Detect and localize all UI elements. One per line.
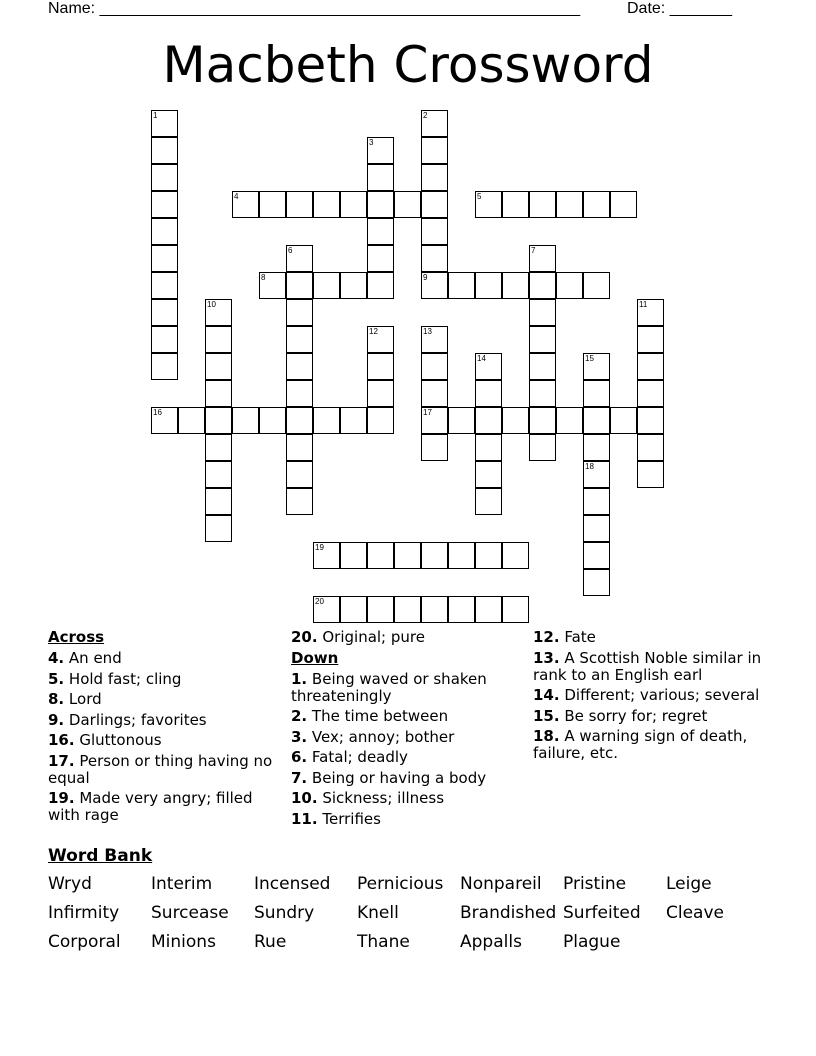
crossword-cell[interactable] — [313, 407, 340, 434]
word-bank-item: Nonpareil — [460, 874, 542, 894]
clue-across-8 — [48, 691, 278, 708]
clue-number-label: 13 — [423, 327, 432, 336]
clue-number: 15. — [533, 706, 560, 725]
clue-number-label: 14 — [477, 354, 486, 363]
clue-text: Made very angry; filled with rage — [48, 789, 253, 824]
crossword-cell[interactable] — [529, 380, 556, 407]
crossword-cell[interactable] — [286, 380, 313, 407]
crossword-cell[interactable] — [421, 218, 448, 245]
clue-text: Lord — [68, 690, 102, 708]
clue-across-4 — [48, 650, 278, 667]
clue-number: 14. — [533, 686, 560, 704]
word-bank-item: Plague — [563, 932, 621, 952]
clue-down-11 — [291, 811, 516, 828]
crossword-cell[interactable] — [583, 407, 610, 434]
clue-number: 6. — [291, 748, 308, 766]
crossword-cell[interactable] — [421, 191, 448, 218]
crossword-cell[interactable] — [421, 272, 448, 299]
crossword-cell[interactable] — [151, 272, 178, 299]
crossword-cell[interactable] — [178, 407, 205, 434]
clue-text: Being or having a body — [311, 768, 487, 787]
crossword-cell[interactable] — [583, 542, 610, 569]
crossword-cell[interactable] — [151, 353, 178, 380]
crossword-cell[interactable] — [421, 596, 448, 623]
clue-number-label: 9 — [423, 273, 428, 282]
clue-number-label: 3 — [369, 138, 374, 147]
crossword-cell[interactable] — [313, 542, 340, 569]
crossword-cell[interactable] — [583, 461, 610, 488]
clue-text: Gluttonous — [79, 731, 162, 749]
crossword-cell[interactable] — [637, 461, 664, 488]
clue-number: 10. — [291, 789, 318, 807]
crossword-cell[interactable] — [340, 407, 367, 434]
crossword-cell[interactable] — [394, 596, 421, 623]
crossword-cell[interactable] — [151, 299, 178, 326]
clue-number-label: 19 — [315, 543, 324, 552]
clue-number-label: 15 — [585, 354, 594, 363]
crossword-cell[interactable] — [475, 596, 502, 623]
crossword-cell[interactable] — [151, 191, 178, 218]
crossword-cell[interactable] — [475, 461, 502, 488]
clue-down-6 — [291, 749, 516, 766]
clue-down-2 — [291, 708, 516, 725]
crossword-cell[interactable] — [637, 353, 664, 380]
clue-text: Vex; annoy; bother — [311, 727, 455, 746]
across-heading: Across — [48, 628, 105, 646]
word-bank-item: Brandished — [460, 903, 557, 923]
crossword-cell[interactable] — [529, 191, 556, 218]
crossword-cell[interactable] — [421, 542, 448, 569]
crossword-cell[interactable] — [421, 434, 448, 461]
crossword-cell[interactable] — [583, 488, 610, 515]
word-bank-item: Thane — [357, 932, 410, 952]
crossword-cell[interactable] — [367, 353, 394, 380]
crossword-cell[interactable] — [367, 191, 394, 218]
clue-text: Fate — [564, 628, 596, 646]
word-bank-item: Wryd — [48, 874, 92, 894]
crossword-cell[interactable] — [421, 353, 448, 380]
crossword-cell[interactable] — [529, 434, 556, 461]
crossword-cell[interactable] — [421, 245, 448, 272]
clue-text: Original; pure — [322, 628, 425, 646]
clue-text: Being waved or shaken threateningly — [291, 669, 487, 705]
crossword-cell[interactable] — [259, 191, 286, 218]
crossword-cell[interactable] — [583, 380, 610, 407]
word-bank-item: Appalls — [460, 932, 522, 952]
crossword-cell[interactable] — [475, 191, 502, 218]
clue-text: A warning sign of death, failure, etc. — [533, 727, 748, 762]
clue-across-17 — [48, 753, 278, 787]
crossword-cell[interactable] — [367, 218, 394, 245]
crossword-cell[interactable] — [205, 434, 232, 461]
crossword-cell[interactable] — [475, 272, 502, 299]
crossword-cell[interactable] — [367, 164, 394, 191]
crossword-cell[interactable] — [340, 542, 367, 569]
clue-text: Person or thing having no equal — [48, 751, 273, 787]
clue-number: 17. — [48, 751, 75, 770]
crossword-cell[interactable] — [286, 353, 313, 380]
clue-number: 13. — [533, 648, 560, 667]
crossword-cell[interactable] — [205, 353, 232, 380]
crossword-cell[interactable] — [340, 596, 367, 623]
clue-number-label: 4 — [234, 192, 239, 201]
clues-column-1 — [48, 629, 278, 828]
crossword-cell[interactable] — [421, 380, 448, 407]
crossword-cell[interactable] — [286, 434, 313, 461]
word-bank-item: Knell — [357, 903, 399, 923]
clue-text: Terrifies — [322, 809, 381, 828]
crossword-cell[interactable] — [637, 380, 664, 407]
crossword-cell[interactable] — [448, 407, 475, 434]
crossword-cell[interactable] — [421, 137, 448, 164]
clue-number: 7. — [291, 768, 308, 787]
crossword-cell[interactable] — [556, 407, 583, 434]
clue-text: Fatal; deadly — [311, 748, 408, 766]
clue-text: Darlings; favorites — [68, 710, 207, 729]
clue-down-1 — [291, 671, 516, 705]
word-bank-item: Pernicious — [357, 874, 444, 894]
crossword-cell[interactable] — [502, 272, 529, 299]
clue-down-15 — [533, 708, 773, 725]
clue-down-13 — [533, 650, 773, 684]
crossword-cell[interactable] — [151, 407, 178, 434]
crossword-cell[interactable] — [637, 326, 664, 353]
crossword-cell[interactable] — [502, 191, 529, 218]
crossword-cell[interactable] — [583, 272, 610, 299]
crossword-cell[interactable] — [556, 191, 583, 218]
crossword-cell[interactable] — [151, 245, 178, 272]
crossword-cell[interactable] — [610, 407, 637, 434]
word-bank-item: Surfeited — [563, 903, 641, 923]
crossword-cell[interactable] — [475, 353, 502, 380]
crossword-cell[interactable] — [367, 407, 394, 434]
word-bank-title: Word Bank — [48, 846, 153, 866]
crossword-cell[interactable] — [448, 596, 475, 623]
crossword-cell[interactable] — [583, 353, 610, 380]
page-title: Macbeth Crossword — [162, 36, 654, 94]
crossword-cell[interactable] — [286, 461, 313, 488]
clue-down-10 — [291, 790, 516, 807]
clue-number-label: 17 — [423, 408, 432, 417]
clue-number: 1. — [291, 669, 308, 688]
clue-text: A Scottish Noble similar in rank to an English earl — [533, 648, 762, 684]
clue-number: 16. — [48, 731, 75, 749]
crossword-cell[interactable] — [529, 353, 556, 380]
crossword-cell[interactable] — [313, 191, 340, 218]
clue-across-16 — [48, 732, 278, 749]
crossword-cell[interactable] — [286, 245, 313, 272]
crossword-cell[interactable] — [529, 407, 556, 434]
crossword-cell[interactable] — [151, 137, 178, 164]
clue-text: An end — [68, 649, 122, 667]
crossword-cell[interactable] — [205, 461, 232, 488]
crossword-cell[interactable] — [286, 299, 313, 326]
clue-number: 18. — [533, 727, 560, 745]
clue-down-12 — [533, 629, 773, 646]
crossword-cell[interactable] — [421, 110, 448, 137]
crossword-cell[interactable] — [286, 488, 313, 515]
clue-number-label: 11 — [639, 300, 648, 309]
crossword-cell[interactable] — [502, 407, 529, 434]
clue-number-label: 5 — [477, 192, 482, 201]
clue-number-label: 16 — [153, 408, 162, 417]
crossword-cell[interactable] — [502, 542, 529, 569]
crossword-cell[interactable] — [448, 542, 475, 569]
clues-column-3 — [533, 629, 773, 766]
word-bank — [48, 874, 788, 952]
word-bank-item: Infirmity — [48, 903, 120, 923]
clue-number: 4. — [48, 649, 65, 667]
word-bank-item: Sundry — [254, 903, 315, 923]
crossword-cell[interactable] — [475, 488, 502, 515]
word-bank-item: Incensed — [254, 874, 331, 894]
crossword-cell[interactable] — [448, 272, 475, 299]
word-bank-item: Interim — [151, 874, 213, 894]
clue-down-3 — [291, 729, 516, 746]
crossword-cell[interactable] — [529, 245, 556, 272]
word-bank-item: Rue — [254, 932, 287, 952]
crossword-cell[interactable] — [340, 191, 367, 218]
clue-text: The time between — [311, 707, 449, 725]
crossword-cell[interactable] — [367, 596, 394, 623]
crossword-cell[interactable] — [151, 164, 178, 191]
crossword-cell[interactable] — [475, 380, 502, 407]
word-bank-item: Cleave — [666, 903, 724, 923]
word-bank-item: Surcease — [151, 903, 229, 923]
clue-text: Sickness; illness — [322, 789, 445, 807]
clue-number-label: 18 — [585, 462, 594, 471]
crossword-cell[interactable] — [583, 434, 610, 461]
down-heading: Down — [291, 648, 339, 667]
clue-number: 2. — [291, 707, 308, 725]
clue-text: Hold fast; cling — [68, 669, 182, 688]
crossword-cell[interactable] — [610, 191, 637, 218]
crossword-cell[interactable] — [529, 272, 556, 299]
clue-number-label: 6 — [288, 246, 293, 255]
crossword-cell[interactable] — [151, 110, 178, 137]
crossword-cell[interactable] — [286, 407, 313, 434]
clue-text: Different; various; several — [564, 686, 760, 704]
crossword-cell[interactable] — [475, 434, 502, 461]
clue-across-20 — [291, 629, 516, 646]
crossword-cell[interactable] — [205, 380, 232, 407]
name-field-label: Name: ______________________________________________________ — [48, 0, 581, 17]
crossword-cell[interactable] — [475, 542, 502, 569]
crossword-cell[interactable] — [421, 326, 448, 353]
clue-across-19 — [48, 790, 278, 824]
clue-down-18 — [533, 728, 773, 762]
crossword-cell[interactable] — [421, 164, 448, 191]
crossword-cell[interactable] — [367, 272, 394, 299]
clue-number-label: 8 — [261, 273, 266, 282]
crossword-cell[interactable] — [394, 191, 421, 218]
crossword-cell[interactable] — [529, 299, 556, 326]
crossword-cell[interactable] — [313, 596, 340, 623]
clue-number-label: 7 — [531, 246, 536, 255]
crossword-cell[interactable] — [637, 407, 664, 434]
crossword-cell[interactable] — [205, 326, 232, 353]
crossword-cell[interactable] — [637, 299, 664, 326]
crossword-cell[interactable] — [367, 326, 394, 353]
crossword-cell[interactable] — [313, 272, 340, 299]
crossword-cell[interactable] — [259, 272, 286, 299]
crossword-cell[interactable] — [205, 299, 232, 326]
clue-down-14 — [533, 687, 773, 704]
crossword-cell[interactable] — [394, 542, 421, 569]
clues-column-2 — [291, 629, 516, 831]
crossword-cell[interactable] — [367, 137, 394, 164]
crossword-cell[interactable] — [259, 407, 286, 434]
clue-text: Be sorry for; regret — [564, 706, 708, 725]
crossword-cell[interactable] — [502, 596, 529, 623]
clue-across-9 — [48, 712, 278, 729]
clue-number: 19. — [48, 789, 75, 807]
crossword-cell[interactable] — [529, 326, 556, 353]
clue-number: 20. — [291, 628, 318, 646]
date-field-label: Date: _______ — [627, 0, 732, 17]
clue-number-label: 12 — [369, 327, 378, 336]
crossword-cell[interactable] — [583, 569, 610, 596]
crossword-cell[interactable] — [232, 191, 259, 218]
crossword-cell[interactable] — [583, 191, 610, 218]
crossword-cell[interactable] — [637, 434, 664, 461]
crossword-cell[interactable] — [367, 380, 394, 407]
clue-number-label: 2 — [423, 111, 428, 120]
word-bank-item: Pristine — [563, 874, 627, 894]
word-bank-item: Leige — [666, 874, 712, 894]
clue-number-label: 1 — [153, 111, 158, 120]
crossword-cell[interactable] — [205, 407, 232, 434]
crossword-cell[interactable] — [340, 272, 367, 299]
word-bank-item: Minions — [151, 932, 216, 952]
crossword-cell[interactable] — [583, 515, 610, 542]
clue-number-label: 10 — [207, 300, 216, 309]
clue-number: 9. — [48, 710, 65, 729]
word-bank-item: Corporal — [48, 932, 121, 952]
clue-number: 3. — [291, 727, 308, 746]
clue-down-7 — [291, 770, 516, 787]
crossword-cell[interactable] — [421, 407, 448, 434]
crossword-cell[interactable] — [367, 542, 394, 569]
clue-number: 12. — [533, 628, 560, 646]
crossword-cell[interactable] — [151, 326, 178, 353]
crossword-cell[interactable] — [205, 488, 232, 515]
crossword-cell[interactable] — [205, 515, 232, 542]
crossword-cell[interactable] — [556, 272, 583, 299]
clue-number: 5. — [48, 669, 65, 688]
clue-number: 8. — [48, 690, 65, 708]
crossword-cell[interactable] — [367, 245, 394, 272]
crossword-cell[interactable] — [286, 326, 313, 353]
clue-number: 11. — [291, 809, 318, 828]
crossword-cell[interactable] — [232, 407, 259, 434]
crossword-cell[interactable] — [286, 191, 313, 218]
crossword-cell[interactable] — [286, 272, 313, 299]
clue-number-label: 20 — [315, 597, 324, 606]
crossword-cell[interactable] — [475, 407, 502, 434]
crossword-cell[interactable] — [151, 218, 178, 245]
clue-across-5 — [48, 671, 278, 688]
